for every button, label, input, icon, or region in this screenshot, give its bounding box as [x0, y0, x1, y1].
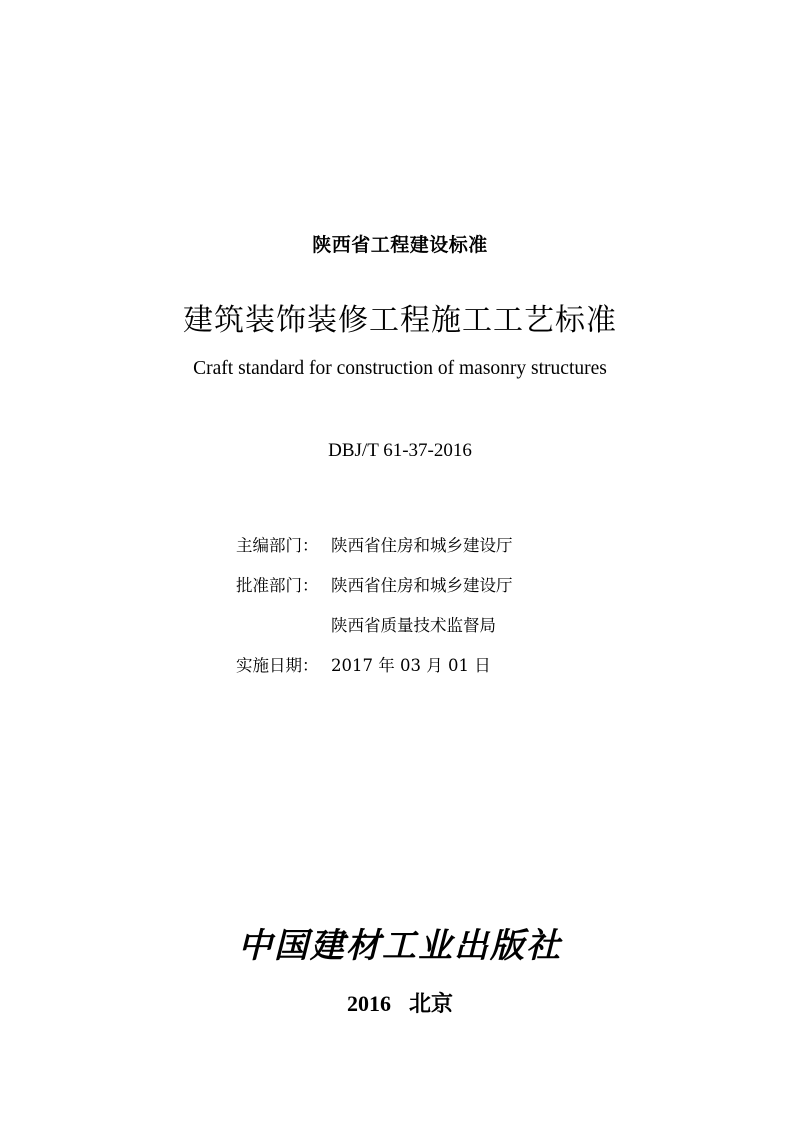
standard-series: 陕西省工程建设标准 [312, 234, 488, 256]
publication-year: 2016 [346, 991, 391, 1016]
standard-code: DBJ/T 61-37-2016 [328, 440, 472, 461]
date-label: 实施日期： [236, 656, 319, 675]
publisher-logo: 中国建材工业出版社 [238, 926, 562, 966]
publication-info [236, 524, 513, 684]
approver-value-1: 陕西省住房和城乡建设厅 [331, 576, 513, 595]
publication-place [0, 987, 800, 1018]
approver-row [236, 564, 513, 604]
editor-value: 陕西省住房和城乡建设厅 [331, 536, 513, 555]
editor-row [236, 524, 513, 564]
date-value: 2017 年 03 月 01 日 [331, 656, 491, 675]
publication-city: 北京 [408, 991, 453, 1016]
editor-label: 主编部门： [236, 536, 319, 555]
document-title-chinese: 建筑装饰装修工程施工工艺标准 [183, 303, 617, 338]
approver-label: 批准部门： [236, 576, 319, 595]
date-row [236, 644, 513, 684]
approver-row-2 [236, 604, 513, 644]
document-title-english: Craft standard for construction of masonry structures [193, 358, 607, 379]
approver-value-2: 陕西省质量技术监督局 [331, 616, 496, 635]
